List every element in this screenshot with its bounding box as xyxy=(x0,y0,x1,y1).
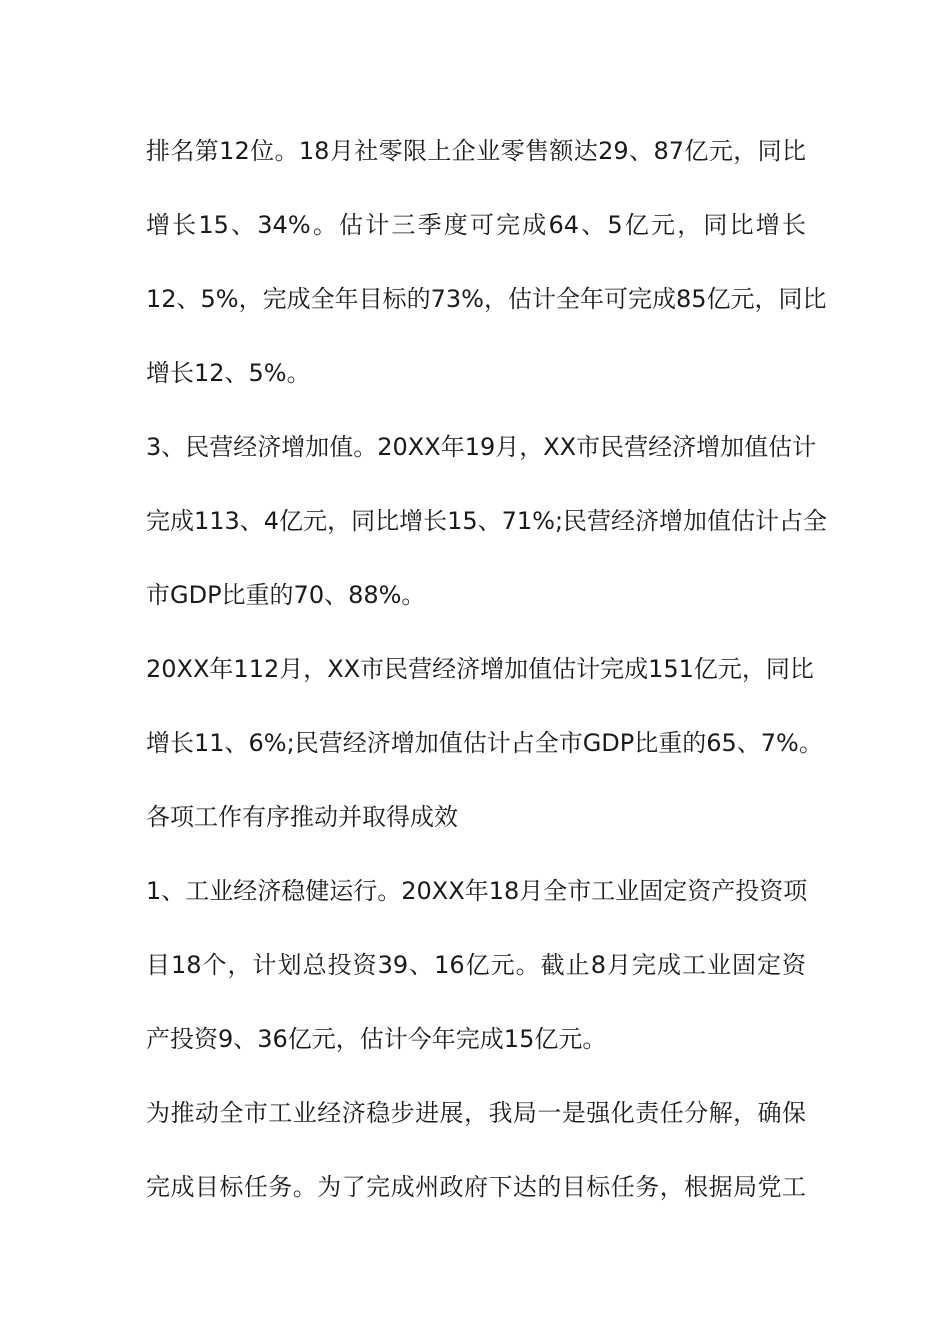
text-line: 增长15、34%。估计三季度可完成64、5亿元，同比增长 xyxy=(146,211,806,239)
document-body xyxy=(146,128,828,1238)
text-line: 为推动全市工业经济稳步进展，我局一是强化责任分解，确保 xyxy=(146,1099,806,1127)
text-line: 1、工业经济稳健运行。20XX年18月全市工业固定资产投资项 xyxy=(146,877,808,905)
text-line: 排名第12位。18月社零限上企业零售额达29、87亿元，同比 xyxy=(146,137,806,165)
text-line: 增长12、5%。 xyxy=(146,359,311,387)
text-line: 产投资9、36亿元，估计今年完成15亿元。 xyxy=(146,1025,607,1053)
text-line: 3、民营经济增加值。20XX年19月，XX市民营经济增加值估计 xyxy=(146,433,817,461)
text-line: 市GDP比重的70、88%。 xyxy=(146,581,426,609)
text-line: 完成目标任务。为了完成州政府下达的目标任务，根据局党工 xyxy=(146,1173,806,1201)
text-line: 12、5%，完成全年目标的73%，估计全年可完成85亿元，同比 xyxy=(146,285,827,313)
text-line: 完成113、4亿元，同比增长15、71%;民营经济增加值估计占全 xyxy=(146,507,828,535)
text-line: 目18个，计划总投资39、16亿元。截止8月完成工业固定资 xyxy=(146,951,806,979)
section-heading: 各项工作有序推动并取得成效 xyxy=(146,803,458,831)
text-line: 20XX年112月，XX市民营经济增加值估计完成151亿元，同比 xyxy=(146,655,814,683)
text-line: 增长11、6%;民营经济增加值估计占全市GDP比重的65、7%。 xyxy=(146,729,823,757)
